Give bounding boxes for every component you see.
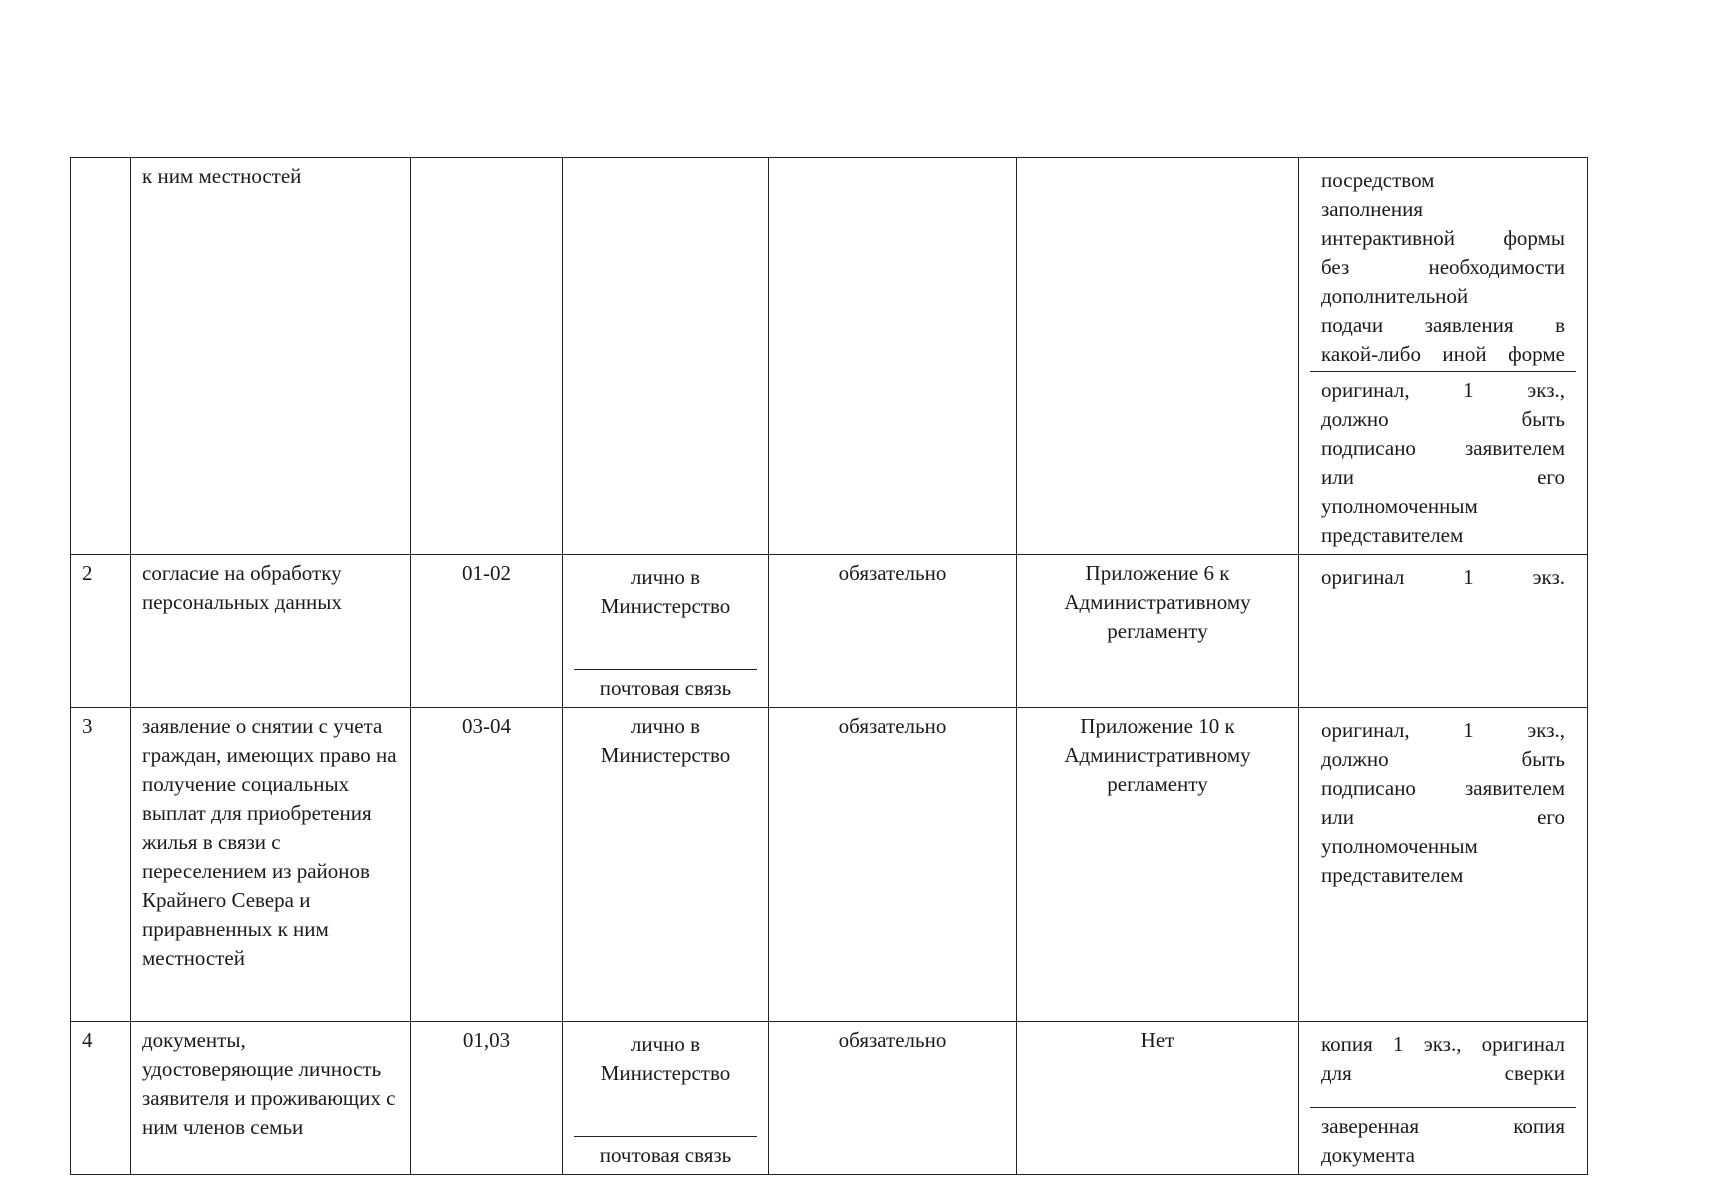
requirement-word: документа xyxy=(1321,1143,1415,1167)
requirement-word: посредством xyxy=(1321,168,1435,192)
requirement-word: заполнения xyxy=(1321,197,1423,221)
requirement-word: 1 xyxy=(1463,718,1474,742)
requirement-word: без xyxy=(1321,255,1350,279)
requirement-line xyxy=(1321,716,1565,745)
document-requirements xyxy=(1299,708,1588,1022)
requirement-word: для xyxy=(1321,1061,1352,1085)
requirement-word: или xyxy=(1321,805,1354,829)
form-reference: Приложение 6 к Административному регламенту xyxy=(1017,555,1299,708)
requirement-word: экз., xyxy=(1527,378,1565,402)
requirement-line xyxy=(1321,1030,1565,1059)
table-row xyxy=(71,158,1588,555)
requirement-word: заявителем xyxy=(1464,436,1565,460)
requirement-line xyxy=(1321,745,1565,774)
submission-method-item: почтовая связь xyxy=(574,1136,757,1172)
requirement-line xyxy=(1321,803,1565,832)
requirement-word: уполномоченным xyxy=(1321,494,1478,518)
requirement-word: представителем xyxy=(1321,863,1464,887)
row-number: 4 xyxy=(71,1022,131,1175)
requirement-word: оригинал, xyxy=(1321,378,1410,402)
requirement-word: оригинал, xyxy=(1321,718,1410,742)
requirement-word: необходимости xyxy=(1428,255,1565,279)
submission-method: лично в Министерство xyxy=(563,708,769,1022)
document-code: 01-02 xyxy=(411,555,563,708)
requirement-word: должно xyxy=(1321,747,1389,771)
requirement-word: сверки xyxy=(1504,1061,1565,1085)
requirement-block xyxy=(1310,1026,1576,1107)
submission-method-item: лично в Министерство xyxy=(600,565,731,618)
requirement-block xyxy=(1310,371,1576,552)
table-row xyxy=(71,708,1588,1022)
document-code xyxy=(411,158,563,555)
requirement-line xyxy=(1321,376,1565,405)
requirement-line xyxy=(1321,340,1565,369)
requirement-word: 1 xyxy=(1463,378,1474,402)
requirement-word: должно xyxy=(1321,407,1389,431)
table-row xyxy=(71,1022,1588,1175)
submission-method-item: лично в Министерство xyxy=(600,1032,731,1085)
requirement-word: 1 xyxy=(1393,1032,1404,1056)
document-name: документы, удостоверяющие личность заявителя и проживающих с ним членов семьи xyxy=(131,1022,411,1175)
table-row xyxy=(71,555,1588,708)
row-number xyxy=(71,158,131,555)
requirement-block xyxy=(1310,1107,1576,1172)
requirement-word: экз., xyxy=(1527,718,1565,742)
requirement-word: его xyxy=(1537,465,1565,489)
requirement-word: копия xyxy=(1321,1032,1373,1056)
required-status: обязательно xyxy=(769,555,1017,708)
requirement-line xyxy=(1321,224,1565,253)
requirement-word: иной xyxy=(1442,342,1487,366)
requirements-stack xyxy=(1310,1026,1576,1172)
requirements-stack xyxy=(1310,162,1576,552)
requirement-word: уполномоченным xyxy=(1321,834,1478,858)
requirement-line xyxy=(1321,832,1565,861)
requirement-word: или xyxy=(1321,465,1354,489)
requirement-word: заявления xyxy=(1424,313,1514,337)
requirement-word: быть xyxy=(1521,747,1565,771)
requirement-line xyxy=(1321,861,1565,890)
requirement-word: быть xyxy=(1521,407,1565,431)
requirement-word: заявителем xyxy=(1464,776,1565,800)
requirement-line xyxy=(1321,521,1565,550)
requirements-stack xyxy=(1310,559,1576,705)
requirement-word: форме xyxy=(1508,342,1565,366)
requirement-word: интерактивной xyxy=(1321,226,1456,250)
requirement-word: какой-либо xyxy=(1321,342,1421,366)
requirement-line xyxy=(1321,405,1565,434)
requirement-line xyxy=(1321,1059,1565,1088)
submission-method xyxy=(563,1022,769,1175)
submission-method xyxy=(563,555,769,708)
document-code: 03-04 xyxy=(411,708,563,1022)
requirement-block xyxy=(1310,559,1576,594)
document-name: заявление о снятии с учета граждан, имеющих право на получение социальных выплат для приобретения жилья в связи с переселением из районов Крайнего Севера и приравненных к ним местностей xyxy=(131,708,411,1022)
form-reference: Приложение 10 к Административному регламенту xyxy=(1017,708,1299,1022)
requirement-word: формы xyxy=(1503,226,1565,250)
required-status: обязательно xyxy=(769,708,1017,1022)
requirement-word: представителем xyxy=(1321,523,1464,547)
row-number: 3 xyxy=(71,708,131,1022)
requirement-line xyxy=(1321,492,1565,521)
row-number: 2 xyxy=(71,555,131,708)
requirements-stack xyxy=(1310,712,1576,1019)
requirement-word: заверенная xyxy=(1321,1114,1420,1138)
submission-method-stack xyxy=(574,559,757,705)
requirement-line xyxy=(1321,311,1565,340)
requirement-word: 1 xyxy=(1463,565,1474,589)
submission-method xyxy=(563,158,769,555)
submission-method-stack xyxy=(574,1026,757,1172)
document-requirements xyxy=(1299,1022,1588,1175)
document-code: 01,03 xyxy=(411,1022,563,1175)
document-name: к ним местностей xyxy=(131,158,411,555)
requirement-word: копия xyxy=(1513,1114,1565,1138)
requirement-word: подписано xyxy=(1321,436,1416,460)
requirement-block xyxy=(1310,712,1576,892)
requirement-line xyxy=(1321,563,1565,592)
document-name: согласие на обработку персональных данных xyxy=(131,555,411,708)
requirement-line xyxy=(1321,434,1565,463)
requirement-word: подписано xyxy=(1321,776,1416,800)
requirement-word: подачи xyxy=(1321,313,1384,337)
requirement-block xyxy=(1310,162,1576,371)
requirement-word: экз. xyxy=(1532,565,1565,589)
requirement-line xyxy=(1321,166,1565,195)
document-requirements xyxy=(1299,555,1588,708)
requirement-word: дополнительной xyxy=(1321,284,1469,308)
required-status xyxy=(769,158,1017,555)
requirement-word: в xyxy=(1555,313,1565,337)
requirement-line xyxy=(1321,195,1565,224)
requirement-line xyxy=(1321,1141,1565,1170)
requirement-line xyxy=(1321,282,1565,311)
document-requirements xyxy=(1299,158,1588,555)
required-status: обязательно xyxy=(769,1022,1017,1175)
form-reference xyxy=(1017,158,1299,555)
requirement-word: экз., xyxy=(1423,1032,1462,1056)
requirement-line xyxy=(1321,463,1565,492)
requirement-line xyxy=(1321,253,1565,282)
requirement-word: его xyxy=(1537,805,1565,829)
form-reference: Нет xyxy=(1017,1022,1299,1175)
requirement-word: оригинал xyxy=(1481,1032,1565,1056)
requirement-line xyxy=(1321,1112,1565,1141)
requirement-line xyxy=(1321,774,1565,803)
documents-table xyxy=(70,157,1588,1175)
requirement-word: оригинал xyxy=(1321,565,1405,589)
submission-method-item: почтовая связь xyxy=(574,669,757,705)
